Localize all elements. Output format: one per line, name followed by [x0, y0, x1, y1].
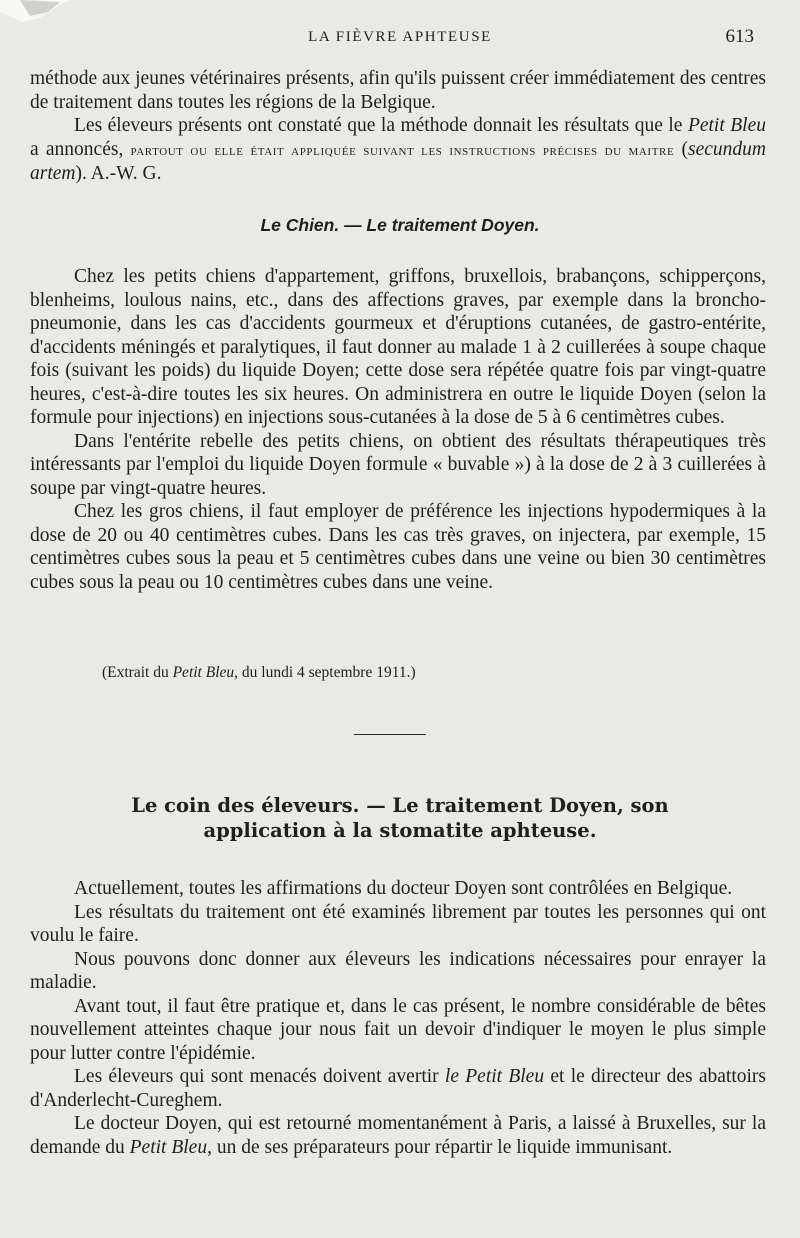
running-title: LA FIÈVRE APHTEUSE — [308, 29, 492, 45]
top-block — [30, 67, 766, 186]
page-number: 613 — [725, 26, 754, 47]
paragraph: Chez les gros chiens, il faut employer de préférence les injections hypodermiques à la dose de 20 ou 40 centimètres cubes. Dans les cas très graves, on injectera, par exemple, 15 centimètres cubes sous la peau et 5 centimètres cubes dans une veine ou bien 30 centimètres cubes sous la peau ou 10 centimètres cubes dans une veine. — [30, 501, 766, 593]
paragraph: Avant tout, il faut être pratique et, dans le cas présent, le nombre considérable de bêtes nouvellement atteintes chaque jour nous fait un devoir d'indiquer le moyen le plus simple pour lutter contre l'épidémie. — [30, 995, 766, 1064]
paragraph: méthode aux jeunes vétérinaires présents, afin qu'ils puissent créer immédiatement des centres de traitement dans toutes les régions de la Belgique. — [30, 68, 766, 113]
paragraph: Les éleveurs qui sont menacés doivent avertir le Petit Bleu et le directeur des abattoirs d'Anderlecht-Cureghem. — [30, 1066, 766, 1111]
coin-article — [30, 877, 766, 1159]
section-divider — [354, 734, 426, 735]
section-title-chien: Le Chien. — Le traitement Doyen. — [260, 215, 540, 235]
paragraph: Chez les petits chiens d'appartement, griffons, bruxellois, brabançons, schipperçons, blenheims, loulous nains, etc., dans des affections graves, par exemple dans la broncho-pneumonie, dans les cas d'accidents gourmeux et d'éruptions cutanées, de gastro-entérite, d'accidents méningés et paralytiques, il faut donner au malade 1 à 2 cuillerées à soupe chaque fois (suivant les poids) du liquide Doyen; cette dose sera répétée quatre fois par vingt-quatre heures, c'est-à-dire toutes les six heures. On administrera en outre le liquide Doyen (selon la formule pour injections) en injections sous-cutanées à la dose de 5 à 6 centimètres cubes. — [30, 266, 766, 428]
source-citation: (Extrait du Petit Bleu, du lundi 4 septembre 1911.) — [102, 664, 416, 681]
page-corner-fold — [0, 0, 70, 24]
section-title-coin — [0, 793, 800, 843]
paragraph: Actuellement, toutes les affirmations du docteur Doyen sont contrôlées en Belgique. — [74, 878, 733, 899]
paragraph: Nous pouvons donc donner aux éleveurs les indications nécessaires pour enrayer la maladie. — [30, 948, 766, 993]
running-header — [0, 26, 800, 52]
paragraph: Les résultats du traitement ont été examinés librement par toutes les personnes qui ont voulu le faire. — [30, 901, 766, 946]
chien-article — [30, 265, 766, 594]
title-line: Le coin des éleveurs. — Le traitement Doyen, son — [131, 794, 669, 817]
title-line: application à la stomatite aphteuse. — [203, 819, 597, 842]
paragraph: Dans l'entérite rebelle des petits chiens, on obtient des résultats thérapeutiques très intéressants par l'emploi du liquide Doyen formule « buvable ») à la dose de 2 à 3 cuillerées à soupe par vingt-quatre heures. — [30, 430, 766, 499]
paragraph: Les éleveurs présents ont constaté que la méthode donnait les résultats que le Petit Bleu a annoncés, partout ou elle était appliquée suivant les instructions précises du maitre (secundum artem). A.-W. G. — [30, 115, 766, 184]
paragraph: Le docteur Doyen, qui est retourné momentanément à Paris, a laissé à Bruxelles, sur la demande du Petit Bleu, un de ses préparateurs pour répartir le liquide immunisant. — [30, 1113, 766, 1158]
